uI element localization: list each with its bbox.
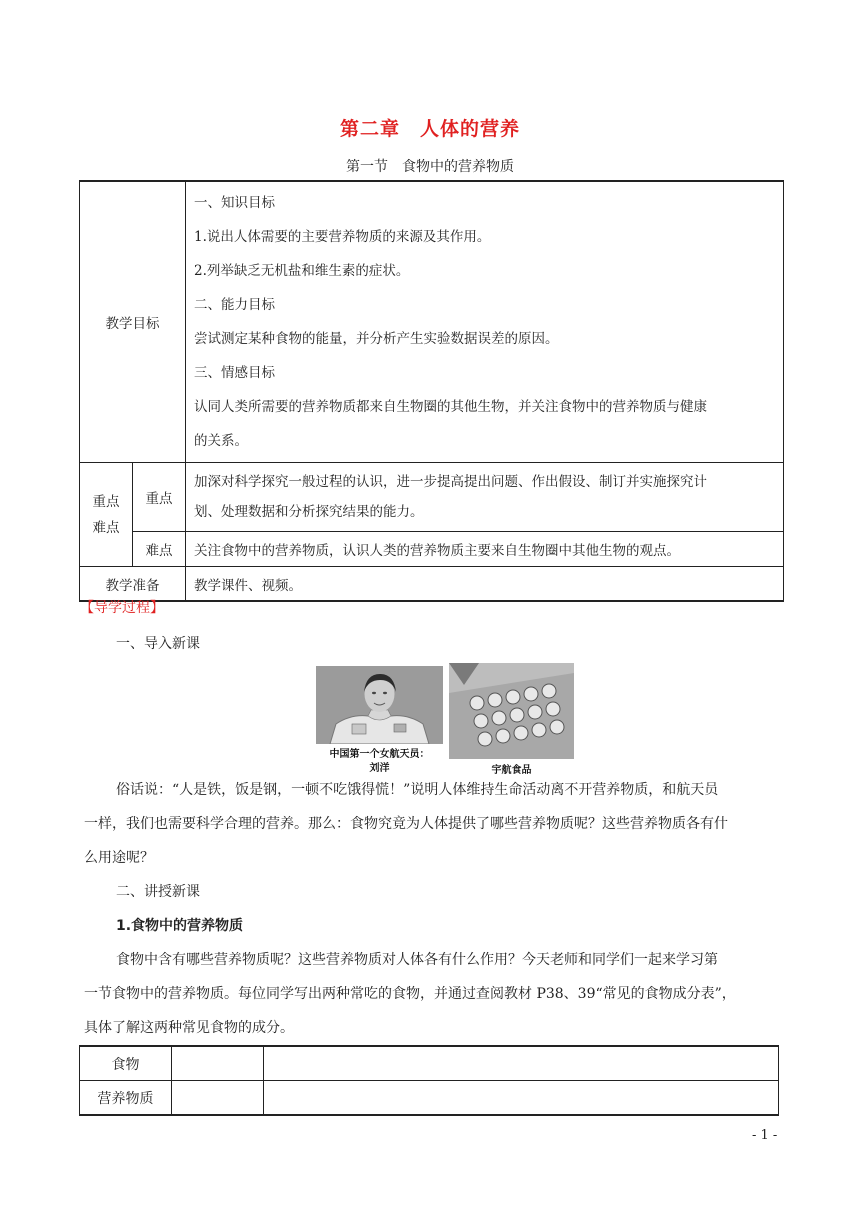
section-title: 第一节 食物中的营养物质 xyxy=(346,159,514,175)
astronaut-caption-line1: 中国第一个女航天员： xyxy=(329,749,430,760)
food-nutrient-table xyxy=(79,1045,779,1116)
space-food-illustration xyxy=(449,663,574,759)
body-paragraph-line: 一节食物中的营养物质。每位同学写出两种常吃的食物，并通过查阅教材 P38、39“常见的食物成分表”， xyxy=(84,986,736,1002)
key-row xyxy=(80,463,784,532)
nutrient-cell-2[interactable] xyxy=(264,1081,779,1116)
key-label: 重点 xyxy=(133,463,186,532)
key-difficult-label-1: 重点 xyxy=(92,493,120,510)
goal-line: 二、能力目标 xyxy=(194,297,275,313)
astronaut-caption-line2: 刘洋 xyxy=(369,763,390,774)
space-food-photo xyxy=(449,663,574,759)
key-difficult-label-2: 难点 xyxy=(92,519,120,536)
intro-paragraph-line: 么用途呢？ xyxy=(84,850,154,866)
goals-row xyxy=(80,181,784,463)
intro-paragraph-line: 俗话说：“人是铁，饭是钢，一顿不吃饿得慌！”说明人体维持生命活动离不开营养物质，和航天员 xyxy=(116,782,719,798)
nutrient-label: 营养物质 xyxy=(80,1081,172,1116)
difficult-row xyxy=(80,532,784,567)
difficult-content: 关注食物中的营养物质，认识人类的营养物质主要来自生物圈中其他生物的观点。 xyxy=(186,532,784,567)
prep-label: 教学准备 xyxy=(80,567,186,602)
food-row xyxy=(80,1046,779,1081)
section-intro-heading: 一、导入新课 xyxy=(116,636,200,652)
goals-content xyxy=(186,181,784,463)
space-food-caption: 宇航食品 xyxy=(491,765,532,776)
teaching-goals-table xyxy=(79,180,784,602)
goal-line: 认同人类所需要的营养物质都来自生物圈的其他生物，并关注食物中的营养物质与健康 xyxy=(194,399,707,415)
key-text-line: 加深对科学探究一般过程的认识，进一步提高提出问题、作出假设、制订并实施探究计 xyxy=(194,474,707,490)
astronaut-photo xyxy=(316,666,443,744)
intro-paragraph-line: 一样，我们也需要科学合理的营养。那么：食物究竟为人体提供了哪些营养物质呢？这些营养物质各有什 xyxy=(84,816,728,832)
goal-line: 2.列举缺乏无机盐和维生素的症状。 xyxy=(194,263,410,279)
page-number: - 1 - xyxy=(752,1128,778,1143)
section-lecture-heading: 二、讲授新课 xyxy=(116,884,200,900)
goal-line: 尝试测定某种食物的能量，并分析产生实验数据误差的原因。 xyxy=(194,331,559,347)
guided-process-heading: 【导学过程】 xyxy=(80,600,164,616)
astronaut-illustration xyxy=(316,666,443,744)
goals-label: 教学目标 xyxy=(80,181,186,463)
chapter-title: 第二章 人体的营养 xyxy=(339,118,520,140)
key-content xyxy=(186,463,784,532)
key-difficult-label xyxy=(80,463,133,567)
food-cell-1[interactable] xyxy=(172,1046,264,1081)
difficult-label: 难点 xyxy=(133,532,186,567)
goal-line: 的关系。 xyxy=(194,433,248,449)
food-cell-2[interactable] xyxy=(264,1046,779,1081)
goal-line: 1.说出人体需要的主要营养物质的来源及其作用。 xyxy=(194,229,491,245)
goal-line: 一、知识目标 xyxy=(194,195,275,211)
prep-row xyxy=(80,567,784,602)
body-paragraph-line: 具体了解这两种常见食物的成分。 xyxy=(84,1020,294,1036)
nutrient-cell-1[interactable] xyxy=(172,1081,264,1116)
nutrient-row xyxy=(80,1081,779,1116)
key-text-line: 划、处理数据和分析探究结果的能力。 xyxy=(194,504,424,520)
prep-content: 教学课件、视频。 xyxy=(186,567,784,602)
body-paragraph-line: 食物中含有哪些营养物质呢？这些营养物质对人体各有什么作用？今天老师和同学们一起来学习第 xyxy=(116,952,718,968)
subsection-heading: 1.食物中的营养物质 xyxy=(116,918,244,934)
goal-line: 三、情感目标 xyxy=(194,365,275,381)
food-label: 食物 xyxy=(80,1046,172,1081)
